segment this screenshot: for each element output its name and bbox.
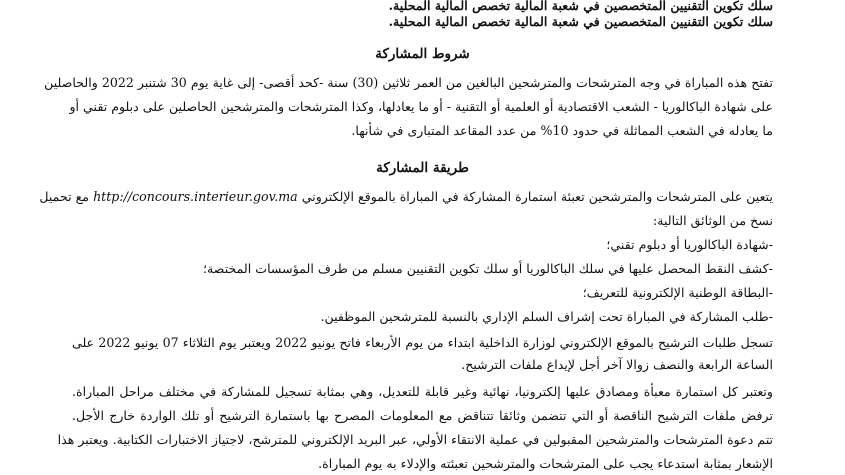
intro-line: سلك تكوين التقنيين المتخصصين في شعبة المالية تخصص المالية المحلية. xyxy=(388,14,773,29)
paragraph-line-5: تتم دعوة المترشحات والمترشحين المقبولين في عملية الانتقاء الأولي، عبر البريد الإلكتروني للمترشح، لاجتياز الاختبارات الكتابية. ويعتبر هذا xyxy=(57,432,773,447)
paragraph-line-4: ترفض ملفات الترشيح الناقصة أو التي تتضمن وثائقا تتناقض مع المعلومات المصرح بها باستمارة الترشيح أو تلك الواردة خارج الأجل. xyxy=(72,408,773,423)
paragraph-line-3: وتعتبر كل استمارة معبأة ومصادق عليها إلكترونيا، نهائية وغير قابلة للتعديل، وهي بمثابة تسجيل للمشاركة في مختلف مراحل المباراة. xyxy=(72,384,774,399)
method-heading: طريقة المشاركة xyxy=(376,160,469,176)
paragraph-line-2: الساعة الرابعة والنصف زوالا آخر أجل لإيداع ملفات الترشيح. xyxy=(461,357,773,372)
paragraph-line-6: الإشعار بمثابة استدعاء يجب على المترشحات والمترشحين تعبئته والإدلاء به يوم المباراة. xyxy=(318,456,773,471)
doc-item-4: -طلب المشاركة في المباراة تحت إشراف السلم الإداري بالنسبة للمترشحين الموظفين. xyxy=(320,309,773,324)
docs-intro: نسخ من الوثائق التالية: xyxy=(652,213,773,228)
method-line-1-text: يتعين على المترشحات والمترشحين تعبئة استمارة المشاركة في المباراة بالموقع الإلكتروني xyxy=(301,189,773,204)
conditions-line-3: ما يعادله في الشعب المماثلة في حدود 10% من عدد المقاعد المتبارى في شأنها. xyxy=(351,123,773,138)
doc-item-1: -شهادة الباكالوريا أو دبلوم تقني؛ xyxy=(606,237,773,252)
conditions-line-1: تفتح هذه المباراة في وجه المترشحات والمترشحين البالغين من العمر ثلاثين (30) سنة -كحد أقصى- إلى غاية يوم 30 شتنبر 2022 والحاصلين xyxy=(44,75,773,90)
conditions-line-2: على شهادة الباكالوريا - الشعب الاقتصادية أو العلمية أو التقنية - أو ما يعادلها، وكذا المترشحات والمترشحين الحاصلين على دبلوم تقني أو xyxy=(69,99,773,114)
conditions-heading: شروط المشاركة xyxy=(375,46,470,62)
intro-line-cut: سلك تكوين التقنيين المتخصصين في شعبة المالية تخصص المالية المحلية. xyxy=(388,0,773,13)
doc-item-3: -البطاقة الوطنية الإلكترونية للتعريف؛ xyxy=(582,285,773,300)
paragraph-line-1: تسجل طلبات الترشيح بالموقع الإلكتروني لوزارة الداخلية ابتداء من يوم الأربعاء فاتح يونيو 2022 ويعتبر يوم الثلاثاء 07 يونيو 2022 على xyxy=(72,335,773,350)
doc-item-2: -كشف النقط المحصل عليها في سلك الباكالوريا أو سلك تكوين التقنيين مسلم من طرف المؤسسات المختصة؛ xyxy=(203,261,773,276)
portal-link[interactable]: http://concours.interieur.gov.ma xyxy=(93,189,298,204)
method-line-1-end: مع تحميل xyxy=(39,189,90,204)
method-line-1 xyxy=(39,187,773,207)
